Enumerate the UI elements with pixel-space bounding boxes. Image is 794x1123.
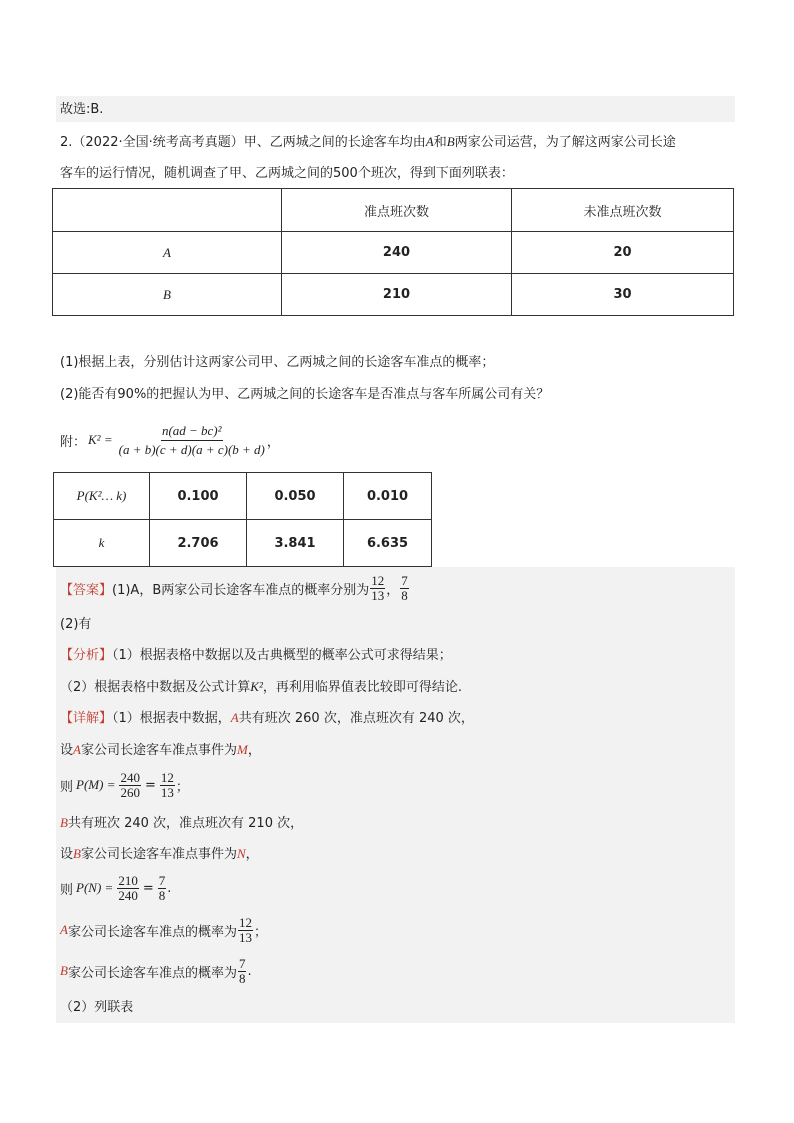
table1-header-ontime: 准点班次数: [282, 189, 512, 232]
formula-lhs: K² =: [88, 432, 113, 447]
table2-cell: 0.010: [344, 473, 432, 520]
part-2-heading: （2）列联表: [60, 1000, 134, 1015]
table1-header-empty: [53, 189, 282, 232]
detail-line-1: 【详解】（1）根据表中数据，A共有班次 260 次，准点班次有 240 次，: [60, 710, 474, 726]
table1-cell: 30: [512, 274, 734, 316]
analysis-line-1: 【分析】（1）根据表格中数据以及古典概型的概率公式可求得结果；: [60, 648, 452, 663]
table1-header-late: 未准点班次数: [512, 189, 734, 232]
analysis-tag: 【分析】: [60, 648, 113, 663]
detail-tag: 【详解】: [60, 711, 113, 726]
answer-line: 【答案】 (1)A，B两家公司长途客车准点的概率分别为 $\frac{12}{13}$ ， $\frac{7}{8}$: [60, 572, 408, 603]
answer-part-2: (2)有: [60, 617, 92, 632]
prob-a-result: A 家公司长途客车准点的概率为 $\frac{12}{13}$ ；: [60, 914, 267, 945]
table1-cell: 20: [512, 232, 734, 274]
prob-m-calc: 则 P(M) = $\frac{240}{260}$ = $\frac{12}{13}$ ；: [60, 769, 189, 800]
question-2: (2)能否有90%的把握认为甲、乙两城之间的长途客车是否准点与客车所属公司有关？: [60, 387, 550, 402]
table1-row-label: B: [53, 274, 282, 316]
prob-b-result: B 家公司长途客车准点的概率为 $\frac{7}{8}$ .: [60, 955, 252, 986]
table2-cell: 0.100: [150, 473, 247, 520]
set-event-a: 设A家公司长途客车准点事件为M，: [60, 742, 261, 758]
previous-answer-line: 故选:B.: [60, 102, 104, 117]
prob-n-calc: 则 P(N) = $\frac{210}{240}$ = $\frac{7}{8}$ .: [60, 872, 172, 903]
answer-tag: 【答案】: [60, 582, 113, 598]
question-1: (1)根据上表，分别估计这两家公司甲、乙两城之间的长途客车准点的概率；: [60, 355, 495, 370]
table2-cell: 3.841: [247, 520, 344, 567]
table1-cell: 210: [282, 274, 512, 316]
critical-value-table: [53, 472, 432, 567]
set-event-b: 设B家公司长途客车准点事件为N，: [60, 846, 259, 862]
problem-source: （2022·全国·统考高考真题）: [72, 135, 244, 150]
problem-line-2: 客车的运行情况，随机调查了甲、乙两城之间的500个班次，得到下面列联表：: [60, 166, 514, 181]
answer-highlight-top: [56, 96, 735, 122]
table2-cell: 2.706: [150, 520, 247, 567]
problem-number: 2.: [60, 135, 73, 150]
formula-line: 附： K² = $\frac{\text{n(ad − bc)²}}{(a + b)(c + d)(a + c)(b + d)}$ ，: [60, 422, 280, 457]
table1-cell: 240: [282, 232, 512, 274]
table1-row-label: A: [53, 232, 282, 274]
table2-label-p: P(K²… k): [54, 473, 150, 520]
table2-cell: 6.635: [344, 520, 432, 567]
problem-line-1: 2.（2022·全国·统考高考真题）甲、乙两城之间的长途客车均由A和B两家公司运营，为了解这两家公司长途: [60, 134, 676, 150]
table2-label-k: k: [54, 520, 150, 567]
formula-fraction: $\frac{\text{n(ad − bc)²}}{(a + b)(c + d)(a + c)(b + d)}$: [118, 422, 265, 457]
table2-cell: 0.050: [247, 473, 344, 520]
contingency-table: [52, 188, 734, 316]
b-summary: B共有班次 240 次，准点班次有 210 次，: [60, 815, 304, 831]
analysis-line-2: （2）根据表格中数据及公式计算K²，再利用临界值表比较即可得结论.: [60, 679, 462, 695]
